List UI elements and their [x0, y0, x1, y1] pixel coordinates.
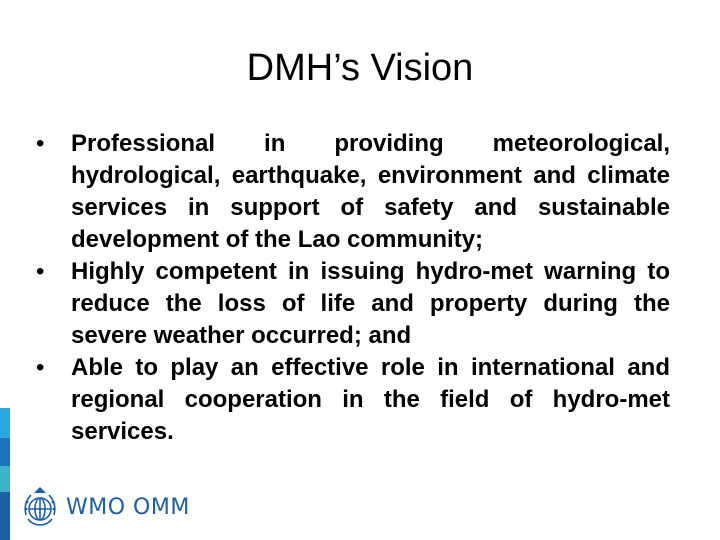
wmo-logo — [20, 484, 190, 530]
accent-segment — [0, 466, 10, 492]
accent-segment — [0, 492, 10, 540]
bullet-marker: • — [36, 354, 45, 381]
bullet-item-2 — [36, 256, 670, 352]
accent-segment — [0, 408, 10, 438]
bullet-text: Highly competent in issuing hydro-met warning to reduce the loss of life and property during the severe weather occurred; and — [71, 258, 670, 349]
accent-segment — [0, 438, 10, 466]
bullet-marker: • — [36, 130, 45, 157]
bullet-list — [36, 128, 670, 448]
bullet-item-3 — [36, 352, 670, 448]
side-accent-bar — [0, 408, 10, 540]
bullet-text: Able to play an effective role in international and regional cooperation in the field of hydro-met services. — [71, 354, 670, 445]
wmo-emblem-icon — [20, 485, 60, 529]
bullet-item-1 — [36, 128, 670, 256]
bullet-marker: • — [36, 258, 45, 285]
wmo-logo-text: WMO OMM — [66, 494, 190, 520]
bullet-text: Professional in providing meteorological, hydrological, earthquake, environment and climate services in support of safety and sustainable development of the Lao community; — [71, 130, 670, 253]
slide-title: DMH’s Vision — [246, 47, 474, 89]
